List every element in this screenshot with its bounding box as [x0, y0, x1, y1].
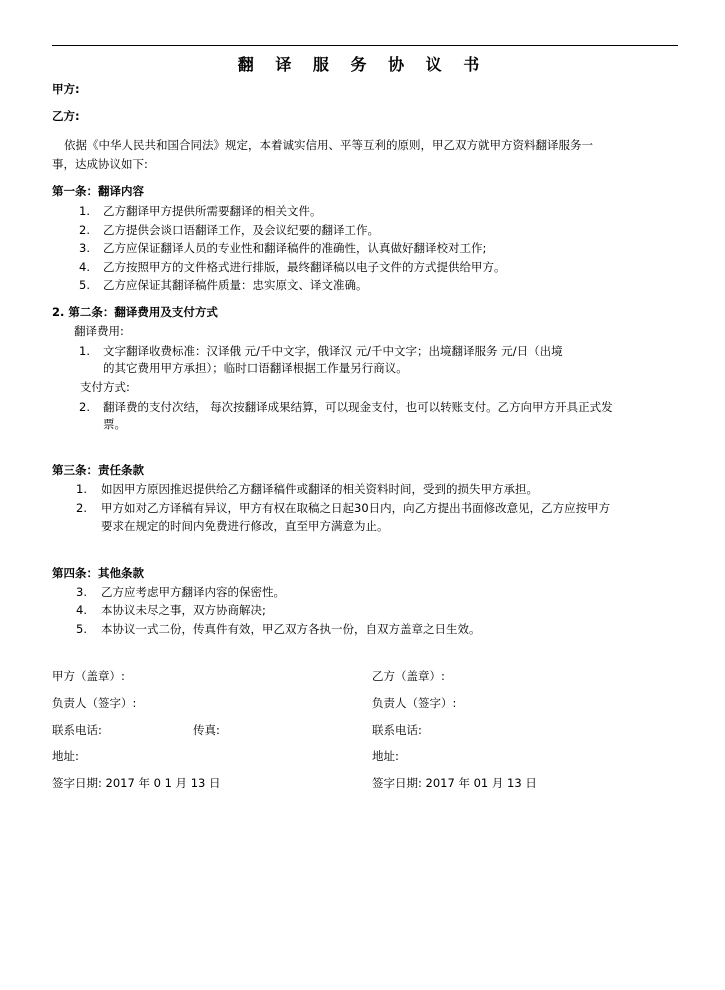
payment-line-1: 翻译费的支付次结， 每次按翻译成果结算，可以现金支付，也可以转账支付。乙方向甲方开具正式发	[103, 400, 613, 414]
article-4-heading: 第四条：其他条款	[52, 566, 144, 580]
article-1-heading: 第一条：翻译内容	[52, 184, 144, 198]
list-item-number: 3.	[79, 241, 90, 255]
party-a-sign-date: 签字日期: 2017 年 0 1 月 13 日	[52, 776, 221, 790]
party-b-person-label: 负责人（签字）:	[372, 696, 457, 710]
list-item-number: 1.	[79, 204, 90, 218]
list-item-number: 4.	[76, 603, 87, 617]
list-item-number: 1.	[79, 344, 90, 358]
list-item: 本协议一式二份，传真件有效，甲乙双方各执一份，自双方盖章之日生效。	[101, 622, 481, 636]
party-b-label: 乙方:	[52, 109, 80, 123]
fee-standard-line-1: 文字翻译收费标准：汉译俄 元/千中文字，俄译汉 元/千中文字；出境翻译服务 元/日（出境	[103, 344, 563, 358]
list-item: 乙方翻译甲方提供所需要翻译的相关文件。	[103, 204, 322, 218]
list-item-number: 2.	[79, 223, 90, 237]
list-item-number: 4.	[79, 260, 90, 274]
document-title: 翻 译 服 务 协 议 书	[237, 55, 488, 74]
party-b-phone-label: 联系电话:	[372, 723, 422, 737]
article-3-heading: 第三条：责任条款	[52, 463, 144, 477]
party-b-sign-date: 签字日期: 2017 年 01 月 13 日	[372, 776, 537, 790]
intro-line-1: 依据《中华人民共和国合同法》规定，本着诚实信用、平等互利的原则，甲乙双方就甲方资料翻译服务一	[64, 138, 593, 152]
intro-line-2: 事，达成协议如下:	[52, 157, 148, 171]
article-2-heading: 2. 第二条：翻译费用及支付方式	[52, 305, 218, 319]
list-item: 本协议未尽之事，双方协商解决;	[101, 603, 266, 617]
list-item: 乙方应保证其翻译稿件质量：忠实原文、译文准确。	[103, 278, 368, 292]
liability-item-2-line-2: 要求在规定的时间内免费进行修改，直至甲方满意为止。	[101, 519, 389, 533]
fee-label: 翻译费用:	[74, 324, 124, 338]
list-item: 乙方应考虑甲方翻译内容的保密性。	[101, 585, 285, 599]
payment-line-2: 票。	[103, 417, 126, 431]
list-item: 乙方提供会谈口语翻译工作，及会议纪要的翻译工作。	[103, 223, 379, 237]
party-a-person-label: 负责人（签字）:	[52, 696, 137, 710]
fee-standard-line-2: 的其它费用甲方承担）；临时口语翻译根据工作量另行商议。	[103, 361, 408, 375]
list-item-number: 2.	[79, 400, 90, 414]
party-a-label: 甲方:	[52, 82, 80, 96]
payment-label: 支付方式:	[80, 380, 130, 394]
party-a-seal-label: 甲方（盖章）:	[52, 669, 125, 683]
list-item-number: 3.	[76, 585, 87, 599]
list-item-number: 2.	[76, 501, 87, 515]
party-b-seal-label: 乙方（盖章）:	[372, 669, 445, 683]
list-item: 乙方按照甲方的文件格式进行排版，最终翻译稿以电子文件的方式提供给甲方。	[103, 260, 506, 274]
liability-item-2-line-1: 甲方如对乙方译稿有异议，甲方有权在取稿之日起30日内，向乙方提出书面修改意见，乙方应按甲方	[101, 501, 611, 515]
list-item-number: 5.	[79, 278, 90, 292]
list-item-number: 5.	[76, 622, 87, 636]
party-a-address-label: 地址:	[52, 749, 79, 763]
liability-item-1: 如因甲方原因推迟提供给乙方翻译稿件或翻译的相关资料时间，受到的损失甲方承担。	[101, 482, 538, 496]
party-a-fax-label: 传真:	[193, 723, 220, 737]
party-b-address-label: 地址:	[372, 749, 399, 763]
list-item: 乙方应保证翻译人员的专业性和翻译稿件的准确性，认真做好翻译校对工作;	[103, 241, 487, 255]
list-item-number: 1.	[76, 482, 87, 496]
header-rule	[52, 45, 678, 46]
party-a-phone-label: 联系电话:	[52, 723, 102, 737]
